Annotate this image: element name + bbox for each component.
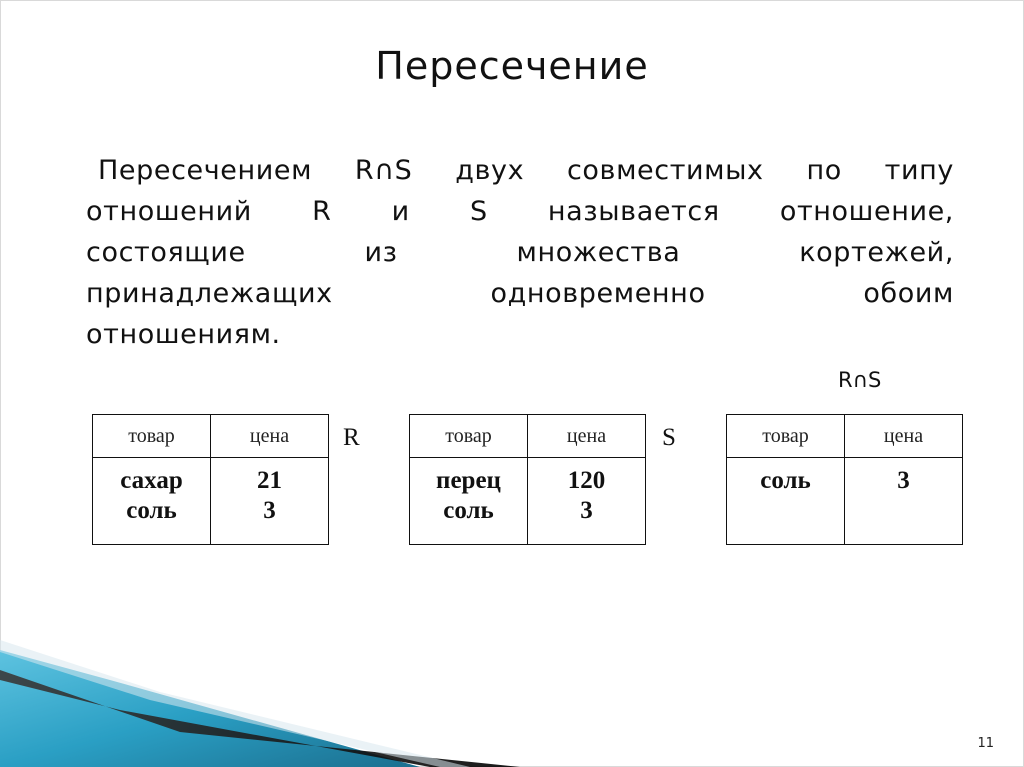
- page-number: 11: [977, 736, 994, 751]
- table-r-name: R: [343, 424, 360, 451]
- table-s-name: S: [662, 424, 676, 451]
- definition-paragraph: [86, 150, 954, 355]
- paragraph-line: состоящие из множества кортежей,: [86, 237, 954, 268]
- table-cell-value: 3: [263, 497, 276, 524]
- table-cell-value: соль: [126, 497, 177, 524]
- table-cell-value: 21: [257, 467, 282, 494]
- table-cell-value: соль: [760, 467, 811, 494]
- table-cell-value: перец: [436, 467, 501, 494]
- table-cell-prices: [845, 458, 963, 545]
- table-header-product: товар: [410, 415, 528, 458]
- table-cell-value: 3: [897, 467, 910, 494]
- table-cell-value: 3: [580, 497, 593, 524]
- intersection-label: R∩S: [838, 368, 882, 392]
- table-cell-prices: [211, 458, 329, 545]
- table-header-price: цена: [528, 415, 646, 458]
- table-header-product: товар: [727, 415, 845, 458]
- table-header-price: цена: [845, 415, 963, 458]
- table-cell-value: 120: [567, 467, 606, 494]
- table-cell-products: [410, 458, 528, 545]
- table-intersection: [726, 414, 963, 545]
- table-r: [92, 414, 329, 545]
- paragraph-line: принадлежащих одновременно обоим: [86, 278, 954, 309]
- paragraph-line: отношениям.: [86, 319, 281, 350]
- paragraph-line: отношений R и S называется отношение,: [86, 196, 954, 227]
- table-s: [409, 414, 646, 545]
- table-cell-products: [93, 458, 211, 545]
- table-cell-prices: [528, 458, 646, 545]
- corner-swoosh-decoration: [0, 640, 520, 767]
- paragraph-line: Пересечением R∩S двух совместимых по типу: [98, 155, 954, 186]
- table-cell-products: [727, 458, 845, 545]
- table-header-product: товар: [93, 415, 211, 458]
- slide-title: Пересечение: [375, 44, 649, 88]
- table-cell-value: сахар: [120, 467, 183, 494]
- table-cell-value: соль: [443, 497, 494, 524]
- table-header-price: цена: [211, 415, 329, 458]
